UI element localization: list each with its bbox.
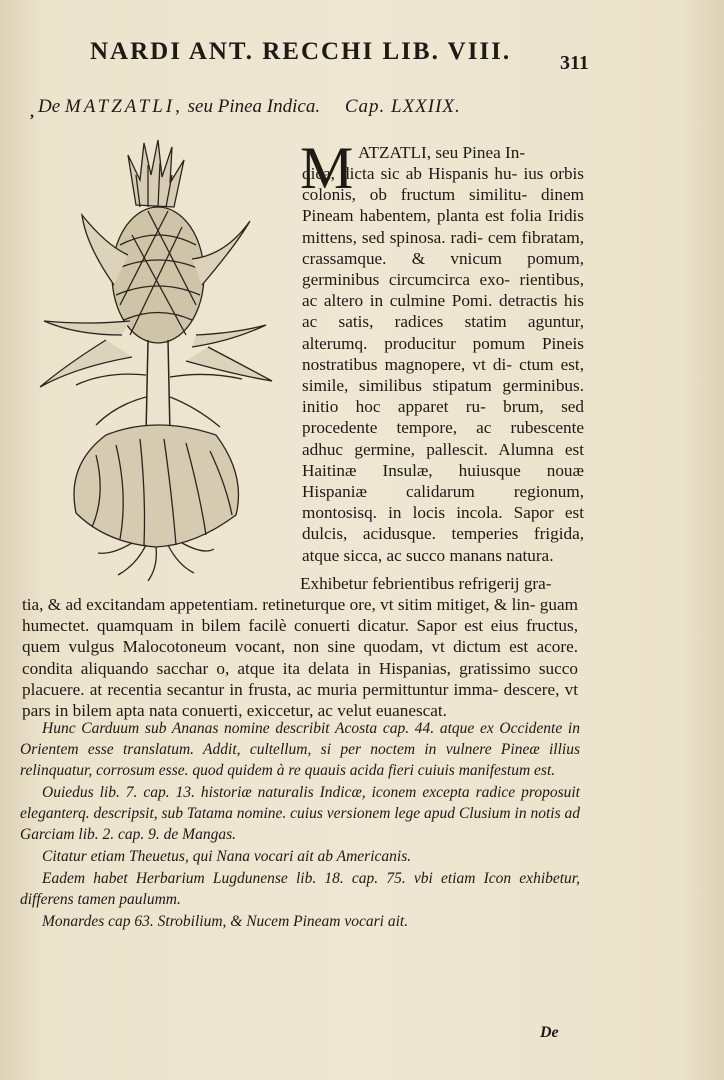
chapter-number: Cap. LXXIIX. [344, 96, 461, 117]
drop-cap: M [300, 135, 354, 201]
catchword: De [540, 1024, 559, 1041]
chapter-subtitle: seu Pinea Indica. [187, 96, 321, 117]
note-theuetus: Citatur etiam Theuetus, qui Nana vocari ait ab Americanis. [42, 848, 412, 865]
annotations [20, 718, 580, 933]
page-number: 311 [560, 52, 589, 74]
chapter-heading [38, 96, 461, 118]
full-width-paragraph [22, 594, 578, 721]
column-last-line: Exhibetur febrientibus refrigerij gra- [300, 574, 552, 593]
margin-mark: , [30, 104, 34, 121]
note-herbarium: Eadem habet Herbarium Lugdunense lib. 18. cap. 75. vbi etiam Icon exhibetur, differens tamen paulumm. [20, 870, 580, 908]
first-line: ATZATLI, seu Pinea In- [358, 143, 526, 162]
note-acosta: Hunc Carduum sub Ananas nomine describit Acosta cap. 44. atque ex Occidente in Orientem esse translatum. Addit, cultellum, si per noctem in vulnere Pineæ illius relinquatur, corrosum esse. quod quidem à re quauis acida fieri cuiuis manifestum est. [20, 720, 580, 779]
pineapple-plant-icon [36, 135, 278, 583]
column-text: dica, dicta sic ab Hispanis hu- ius orbis colonis, ob fructum similitu- dinem Pineam habentem, planta est folia Iridis mittens, sed spinosa. radi- cem fibratam, crassamque. & vnicum pomum, germinibus circumcirca exo- rientibus, ac altero in culmine Pomi. detractis his ac satis, radices statim aguntur, alterumq. producitur pomum Pineis nostratibus magnopere, vt di- ctum est, simile, similibus stipatum germinibus. initio hoc apparet ru- brum, sed procedente tempore, ac rubescente adhuc germine, pallescit. Alumna est Haitinæ Insulæ, huiusque nouæ Hispaniæ calidarum regionum, montosisq. in locis incola. Sapor est dulcis, acidusque. temperies frigida, atque sicca, ac succo manans natura. [302, 164, 584, 565]
chapter-title: MATZATLI, [64, 96, 183, 117]
note-monardes: Monardes cap 63. Strobilium, & Nucem Pineam vocari ait. [42, 913, 409, 930]
column-paragraph [302, 163, 584, 566]
note-ouiedus: Ouiedus lib. 7. cap. 13. historiæ naturalis Indicæ, iconem excepta radice proposuit eleganterq. descripsit, sub Tatama nomine. cuius versionem lege apud Clusium in notis ad Garciam lib. 2. cap. 9. de Mangas. [20, 784, 580, 843]
full-width-text: tia, & ad excitandam appetentiam. retineturque ore, vt sitim mitiget, & lin- guam humectet. quamquam in bilem facilè conuerti dicatur. Sapor est eius fructus, quem vulgus Malocotoneum vocant, non sine quodam, vt dictum est acore. condita aliquando sacchar o, atque ita delata in Hispanias, gratissimo succo placuere. at recentia secantur in frusta, ac muria permittuntur imma- descere, vt pars in bilem apta nata conuerti, exiccetur, ac velut euanescat. [22, 595, 578, 721]
running-head: NARDI ANT. RECCHI LIB. VIII. [90, 38, 512, 65]
chapter-prefix: De [38, 96, 61, 117]
